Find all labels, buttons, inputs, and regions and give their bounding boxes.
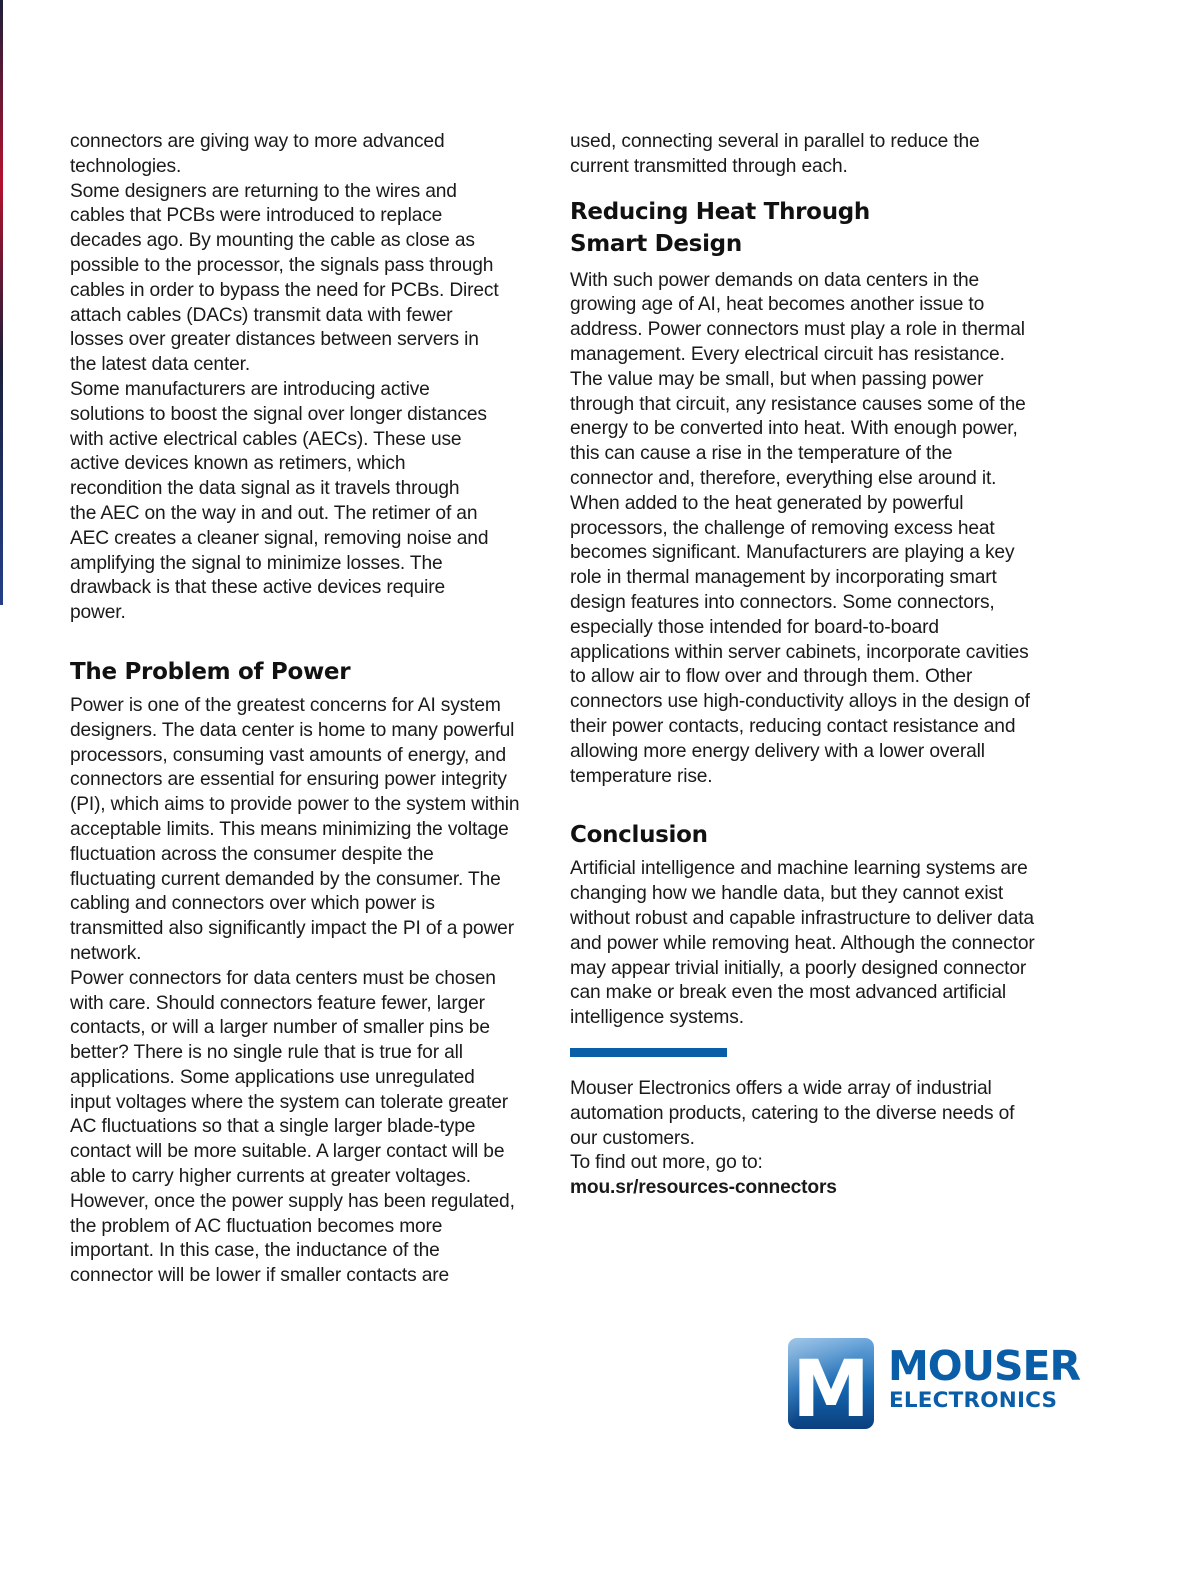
paragraph-smart-design: When added to the heat generated by powerful processors, the challenge of removing excess heat becomes significant. Manufacturers are playing a key role in thermal management by incorporating smart design features into connectors. Some connectors, especially those intended for board-to-board applications within server cabinets, incorporate cavities to allow air to flow over and through them. Other connectors use high-conductivity alloys in the design of their power contacts, reducing contact resistance and allowing more energy delivery with a lower overall temperature rise.	[570, 492, 1030, 787]
find-out-more-text: To find out more, go to:	[570, 1152, 763, 1174]
logo-word-mouser: MOUSER	[888, 1342, 1081, 1390]
paragraph-mouser-offer: Mouser Electronics offers a wide array of industrial automation products, catering to the diverse needs of our customers.	[570, 1077, 1015, 1149]
paragraph-power-connectors-choice: Power connectors for data centers must be chosen with care. Should connectors feature fewer, larger contacts, or will a larger number of smaller pins be better? There is no single rule that is true for all applications. Some applications use unregulated input voltages where the system can tolerate greater AC fluctuations so that a single larger blade-type contact will be more suitable. A larger contact will be able to carry higher currents at greater voltages. However, once the power supply has been regulated, the problem of AC fluctuation becomes more important. In this case, the inductance of the connector will be lower if smaller contacts are	[70, 967, 515, 1287]
paragraph-heat-issue: With such power demands on data centers in the growing age of AI, heat becomes another issue to address. Power connectors must play a role in thermal management. Every electrical circuit has resistance. The value may be small, but when passing power through that circuit, any resistance causes some of the energy to be converted into heat. With enough power, this can cause a rise in the temperature of the connector and, therefore, everything else around it.	[570, 269, 1026, 489]
left-column	[70, 130, 520, 1289]
paragraph-wires-cables: Some designers are returning to the wires and cables that PCBs were introduced to replace decades ago. By mounting the cable as close as possible to the processor, the signals pass through cables in order to bypass the need for PCBs. Direct attach cables (DACs) transmit data with fewer losses over greater distances between servers in the latest data center.	[70, 180, 499, 376]
paragraph-power-concerns: Power is one of the greatest concerns for AI system designers. The data center is home to many powerful processors, consuming vast amounts of energy, and connectors are essential for ensuring power integrity (PI), which aims to provide power to the system within acceptable limits. This means minimizing the voltage fluctuation across the consumer despite the fluctuating current demanded by the consumer. The cabling and connectors over which power is transmitted also significantly impact the PI of a power network.	[70, 694, 520, 964]
resources-link[interactable]: mou.sr/resources-connectors	[570, 1177, 837, 1199]
heading-problem-of-power: The Problem of Power	[70, 658, 351, 685]
paragraph-active-cables: Some manufacturers are introducing active solutions to boost the signal over longer distances with active electrical cables (AECs). These use active devices known as retimers, which recondition the data signal as it travels through the AEC on the way in and out. The retimer of an AEC creates a cleaner signal, removing noise and amplifying the signal to minimize losses. The drawback is that these active devices require power.	[70, 378, 489, 624]
paragraph-connectors-intro: connectors are giving way to more advanced technologies.	[70, 131, 445, 177]
paragraph-conclusion: Artificial intelligence and machine learning systems are changing how we handle data, but they cannot exist without robust and capable infrastructure to deliver data and power while removing heat. Although the connector may appear trivial initially, a poorly designed connector can make or break even the most advanced artificial intelligence systems.	[570, 858, 1035, 1029]
paragraph-parallel-contacts: used, connecting several in parallel to reduce the current transmitted through each.	[570, 131, 980, 177]
heading-conclusion: Conclusion	[570, 822, 708, 849]
heading-reducing-heat-line1: Reducing Heat Through	[570, 198, 871, 225]
heading-reducing-heat-line2: Smart Design	[570, 230, 742, 257]
heading-reducing-heat	[570, 196, 1040, 260]
right-column	[570, 130, 1040, 1201]
svg-text:M: M	[792, 1345, 870, 1429]
mouser-electronics-logo	[788, 1338, 1081, 1430]
section-divider-rule	[570, 1048, 727, 1057]
mouser-logo-mark-icon	[788, 1338, 874, 1429]
logo-word-electronics: ELECTRONICS	[889, 1388, 1058, 1413]
page-edge-accent	[0, 0, 3, 605]
